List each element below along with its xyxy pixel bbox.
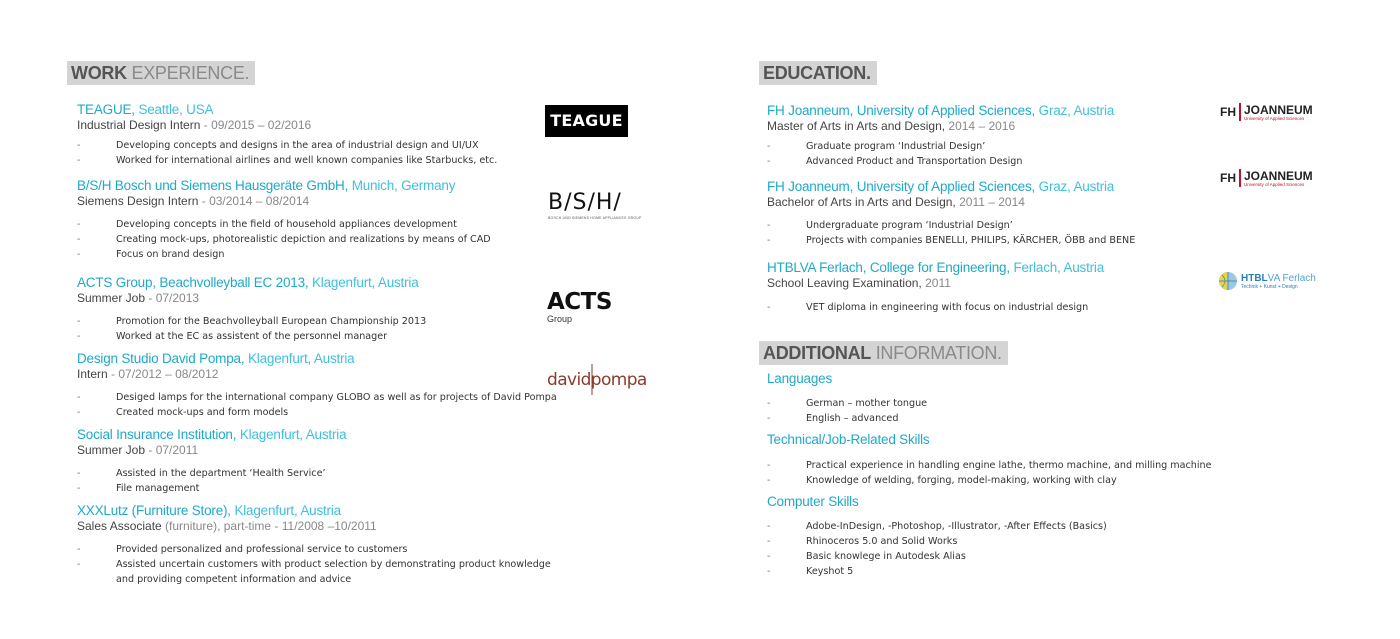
languages-title: Languages — [767, 371, 833, 386]
list-item: - Practical experience in handling engine lathe, thermo machine, and milling machine — [767, 460, 1212, 471]
list-item: - Desiged lamps for the international company GLOBO as well as for projects of David Pompa — [77, 392, 557, 403]
entry-subtitle: School Leaving Examination, 2011 — [767, 276, 951, 290]
entry-title: B/S/H Bosch und Siemens Hausgeräte GmbH, Munich, Germany — [77, 178, 456, 193]
technical-skills-title: Technical/Job-Related Skills — [767, 432, 930, 447]
work-entry-bsh — [77, 178, 491, 262]
bullet-list — [767, 218, 1135, 248]
work-entry-acts — [77, 275, 426, 344]
list-item: - Projects with companies BENELLI, PHILIPS, KÄRCHER, ÖBB and BENE — [767, 235, 1136, 246]
list-item: and providing competent information and advice — [116, 574, 352, 585]
entry-subtitle: Summer Job - 07/2013 — [77, 291, 200, 305]
list-item: - Assisted in the department ‘Health Service’ — [77, 468, 326, 479]
entry-title: FH Joanneum, University of Applied Sciences, Graz, Austria — [767, 179, 1115, 194]
list-item: - Rhinoceros 5.0 and Solid Works — [767, 536, 958, 547]
education-entry-htblva — [767, 260, 1104, 315]
bullet-list — [77, 390, 557, 420]
list-item: - Advanced Product and Transportation Design — [767, 156, 1023, 167]
entry-title: HTBLVA Ferlach, College for Engineering, Ferlach, Austria — [767, 260, 1105, 275]
teague-logo: TEAGUE — [545, 105, 628, 137]
bullet-list — [77, 217, 491, 262]
list-item: - File management — [77, 483, 200, 494]
entry-subtitle: Intern - 07/2012 – 08/2012 — [77, 367, 219, 381]
list-item: - Worked at the EC as assistent of the personnel manager — [77, 331, 388, 342]
list-item: - Graduate program ‘Industrial Design’ — [767, 141, 986, 152]
htblva-ferlach-logo: HTBLVA Ferlach Technik + Kunst + Design — [1218, 270, 1316, 292]
computer-skills-title: Computer Skills — [767, 494, 859, 509]
fh-joanneum-logo: FH JOANNEUM University of Applied Sciences — [1220, 102, 1313, 121]
work-experience-heading: WORK EXPERIENCE. — [67, 61, 255, 85]
entry-title: XXXLutz (Furniture Store), Klagenfurt, Austria — [77, 503, 341, 518]
list-item: - Worked for international airlines and well known companies like Starbucks, etc. — [77, 155, 498, 166]
fh-joanneum-logo: FH JOANNEUM University of Applied Sciences — [1220, 168, 1313, 187]
work-entry-social-insurance — [77, 427, 346, 496]
education-entry-fh-bachelor — [767, 179, 1135, 248]
list-item: - Assisted uncertain customers with product selection by demonstrating product knowledge — [77, 559, 551, 570]
list-item: - Creating mock-ups, photorealistic depiction and realizations by means of CAD — [77, 234, 491, 245]
education-heading: EDUCATION. — [759, 61, 877, 85]
computer-skills-list — [767, 519, 1107, 579]
entry-title: Social Insurance Institution, Klagenfurt, Austria — [77, 427, 347, 442]
technical-skills-list — [767, 458, 1212, 488]
list-item: - Knowledge of welding, forging, model-making, working with clay — [767, 475, 1117, 486]
entry-title: FH Joanneum, University of Applied Sciences, Graz, Austria — [767, 103, 1115, 118]
list-item: - Keyshot 5 — [767, 566, 854, 577]
list-item: - Provided personalized and professional service to customers — [77, 544, 408, 555]
list-item: - Focus on brand design — [77, 249, 225, 260]
work-entry-teague — [77, 102, 497, 168]
bullet-list — [77, 314, 426, 344]
list-item: - Basic knowlege in Autodesk Alias — [767, 551, 966, 562]
bullet-list — [77, 466, 346, 496]
languages-list — [767, 396, 927, 426]
entry-title: TEAGUE, Seattle, USA — [77, 102, 214, 117]
entry-subtitle: Summer Job - 07/2011 — [77, 443, 199, 457]
additional-information-heading: ADDITIONAL INFORMATION. — [759, 341, 1008, 365]
htblva-globe-icon — [1218, 270, 1238, 292]
bullet-list — [77, 138, 497, 168]
bsh-logo: B/S/H/ BOSCH UND SIEMENS HOME APPLIANCES GROUP — [548, 190, 642, 220]
davidpompa-mark — [547, 364, 647, 396]
list-item: - Undergraduate program ‘Industrial Design’ — [767, 220, 1013, 231]
logo-divider — [1239, 169, 1241, 187]
bullet-list — [77, 542, 551, 587]
list-item: - German – mother tongue — [767, 398, 928, 409]
entry-subtitle: Bachelor of Arts in Arts and Design, 2011 – 2014 — [767, 195, 1025, 209]
bullet-list — [767, 300, 1104, 315]
entry-title: Design Studio David Pompa, Klagenfurt, Austria — [77, 351, 355, 366]
bullet-list — [767, 139, 1114, 169]
entry-subtitle: Master of Arts in Arts and Design, 2014 – 2016 — [767, 119, 1016, 133]
list-item: - Promotion for the Beachvolleyball European Championship 2013 — [77, 316, 427, 327]
work-entry-xxxlutz — [77, 503, 551, 587]
list-item: - Developing concepts and designs in the area of industrial design and UI/UX — [77, 140, 479, 151]
logo-divider — [1239, 103, 1241, 121]
entry-subtitle: Industrial Design Intern - 09/2015 – 02/2016 — [77, 118, 312, 132]
entry-title: ACTS Group, Beachvolleyball EC 2013, Klagenfurt, Austria — [77, 275, 419, 290]
acts-logo: ACTS Group — [547, 289, 612, 324]
list-item: - VET diploma in engineering with focus on industrial design — [767, 302, 1089, 313]
list-item: - Developing concepts in the field of household appliances development — [77, 219, 457, 230]
list-item: - Adobe-InDesign, -Photoshop, -Illustrator, -After Effects (Basics) — [767, 521, 1107, 532]
list-item: - English – advanced — [767, 413, 899, 424]
education-entry-fh-master — [767, 103, 1114, 169]
entry-subtitle: Sales Associate (furniture), part-time - 11/2008 –10/2011 — [77, 519, 377, 533]
list-item: - Created mock-ups and form models — [77, 407, 289, 418]
davidpompa-logo: davidpompa — [547, 370, 647, 390]
entry-subtitle: Siemens Design Intern - 03/2014 – 08/2014 — [77, 194, 310, 208]
work-entry-davidpompa — [77, 351, 557, 420]
